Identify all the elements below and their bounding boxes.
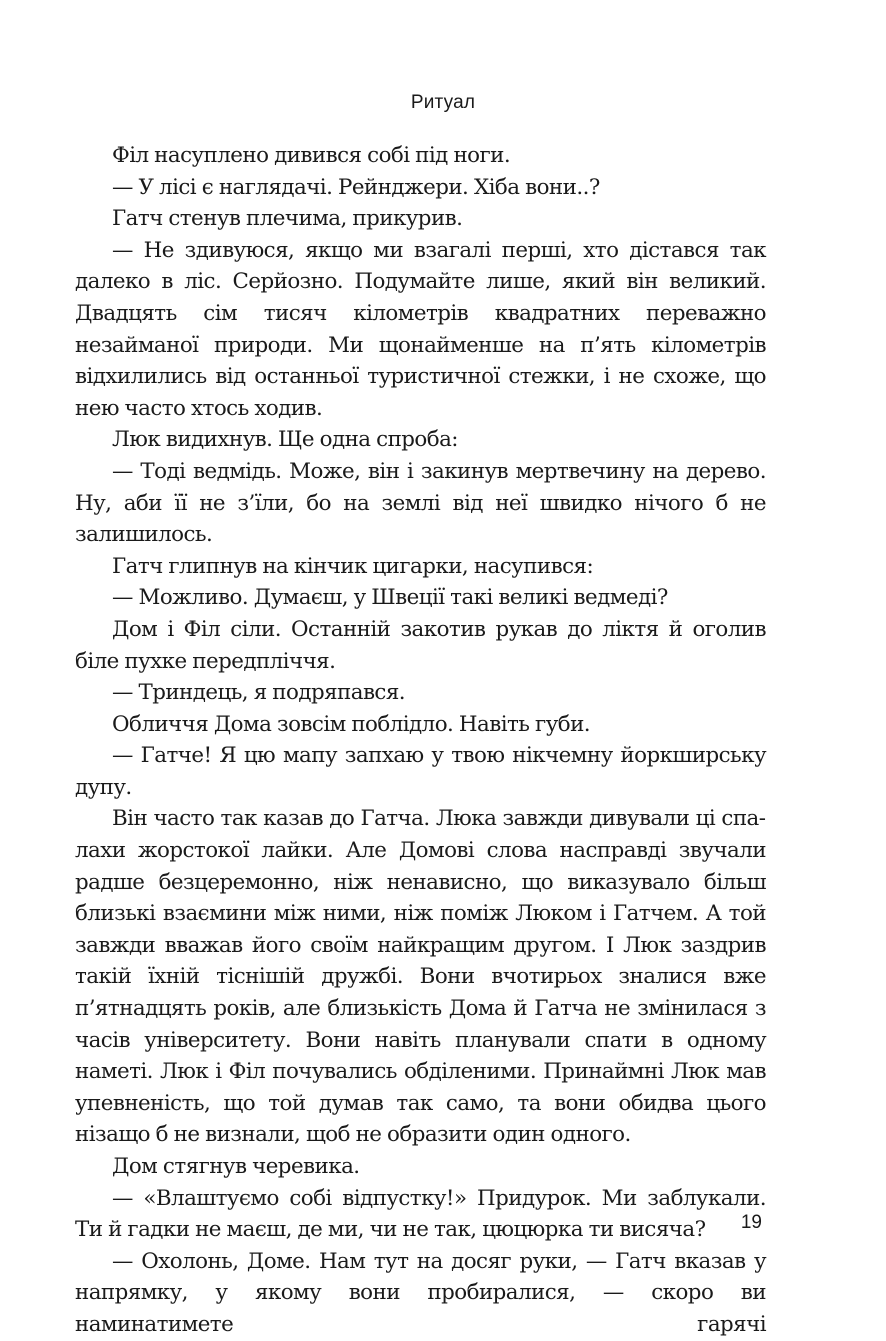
paragraph: — Можливо. Думаєш, у Швеції такі великі ведмеді? [112,585,668,611]
paragraph: Філ насуплено дивився собі під ноги. [112,143,511,168]
body-text [75,140,766,1341]
paragraph: — «Влаштуємо собі відпустку!» Придурок. Ми заблукали. Ти й гадки не маєш, де ми, чи не так, цюцюрка ти висяча? [75,1185,766,1243]
paragraph: — Триндець, я подряпався. [112,680,406,706]
paragraph: — Не здивуюся, якщо ми взагалі перші, хто дістався так далеко в ліс. Серйозно. Подумайте лише, який він великий. Двадцять сім тисяч кілометрів квадратних переважно незайманої природи. Ми щонайменше на п’ять кілометрів відхилились від останньої туристичної стежки, і не схоже, що нею часто хтось ходив. [75,237,766,421]
paragraph: Обличчя Дома зовсім поблідло. Навіть губи. [112,711,591,737]
paragraph: — Тоді ведмідь. Може, він і закинув мертвечину на дерево. Ну, аби її не з’їли, бо на землі від неї швидко нічого б не залишилось. [75,458,766,548]
paragraph: — Охолонь, Доме. Нам тут на досяг руки, — Гатч вказав у напрямку, у якому вони пробиралися, — скоро ви наминатимете гарячі [75,1248,766,1337]
paragraph: Люк видихнув. Ще одна спроба: [112,427,458,453]
paragraph: Дом стягнув черевика. [112,1154,360,1179]
paragraph: — Гатче! Я цю мапу запхаю у твою нікчемну йоркширську дупу. [75,743,766,800]
page-number: 19 [740,1212,762,1233]
paragraph: — У лісі є наглядачі. Рейнджери. Хіба вони..? [112,174,600,200]
running-head: Ритуал [410,92,476,113]
paragraph: Гатч глипнув на кінчик цигарки, насупився: [112,553,594,579]
paragraph: Дом і Філ сіли. Останній закотив рукав до ліктя й оголив біле пухке передпліччя. [75,616,766,674]
paragraph: Він часто так казав до Гатча. Люка завжди дивували ці спалахи жорстокої лайки. Але Домові слова насправді звучали радше безцеремонно, ніж ненависно, що виказувало більш близькі взаємини між ними, ніж поміж Люком і Гатчем. А той завжди вважав його своїм найкращим другом. І Люк заздрив такій їхній тіснішій дружбі. Вони вчотирьох зналися вже п’ятнадцять років, але близькість Дома й Гатча не змінилася з часів університету. Вони навіть планували спати в одному наметі. Люк і Філ почувались обділеними. Принаймні Люк мав упевненість, що той думав так само, та вони обидва цього нізащо б не визнали, щоб не образити один одного. [75,806,766,1148]
paragraph: Гатч стенув плечима, прикурив. [112,206,463,232]
